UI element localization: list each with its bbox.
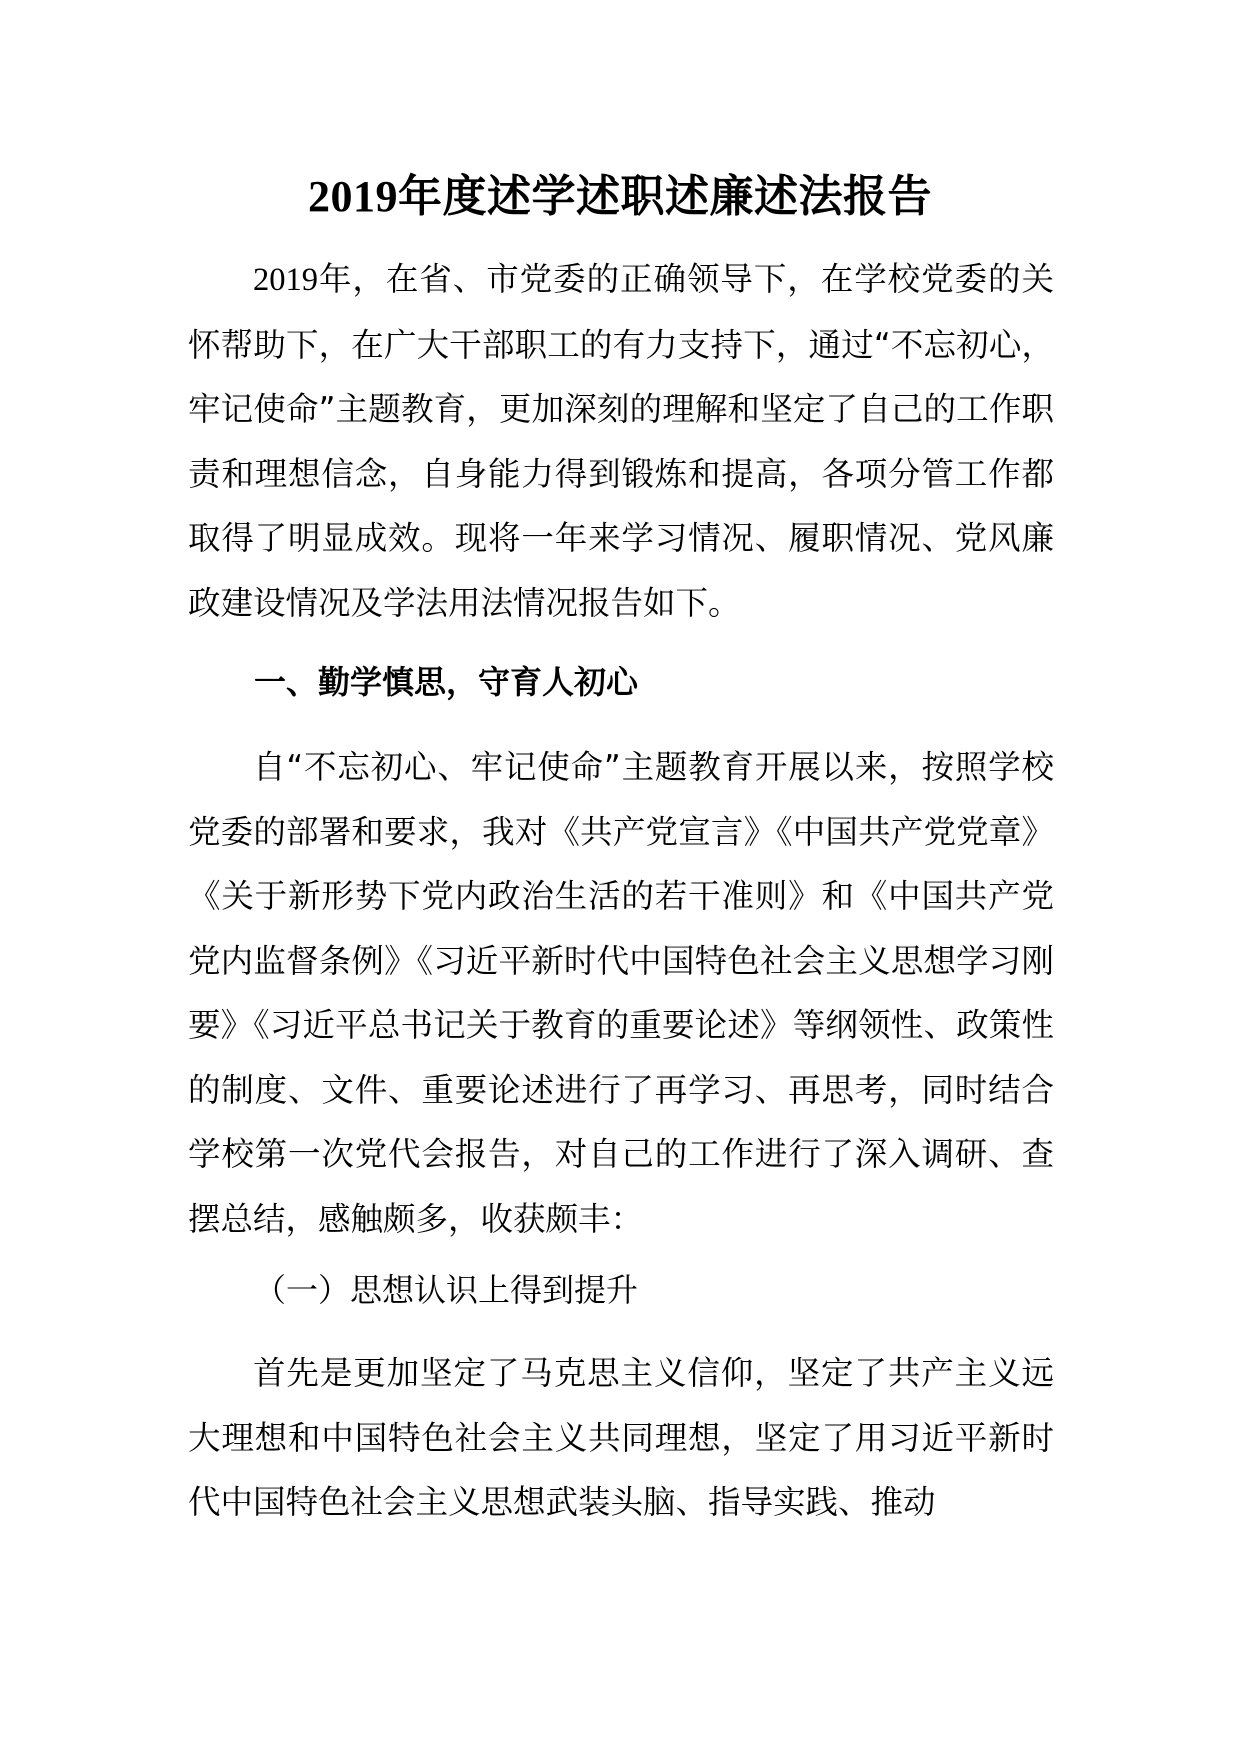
section-heading: 一、勤学慎思，守育人初心 <box>254 663 639 701</box>
subsection-heading: （一）思想认识上得到提升 <box>254 1271 639 1309</box>
paragraph-intro-text: 年，在省、市党委的正确领导下，在学校党委的关怀帮助下，在广大干部职工的有力支持下，通过“不忘初心，牢记使命”主题教育，更加深刻的理解和坚定了自己的工作职责和理想信念，自身能力得到锻炼和提高，各项分管工作都取得了明显成效。现将一年来学习情况、履职情况、党风廉政建设情况及学法用法情况报告如下。 <box>188 260 1054 622</box>
paragraph-intro <box>188 247 1054 635</box>
document-title-year: 2019 <box>308 172 398 221</box>
document-title <box>0 168 1240 226</box>
document-title-text: 年度述学述职述廉述法报告 <box>398 171 932 222</box>
paragraph-intro-year: 2019 <box>253 262 318 298</box>
paragraph-belief: 首先是更加坚定了马克思主义信仰，坚定了共产主义远大理想和中国特色社会主义共同理想，坚定了用习近平新时代中国特色社会主义思想武装头脑、指导实践、推动 <box>188 1354 1054 1521</box>
paragraph-study: 自“不忘初心、牢记使命”主题教育开展以来，按照学校党委的部署和要求，我对《共产党宣言》《中国共产党党章》《关于新形势下党内政治生活的若干准则》和《中国共产党党内监督条例》《习近平新时代中国特色社会主义思想学习刚要》《习近平总书记关于教育的重要论述》等纲领性、政策性的制度、文件、重要论述进行了再学习、再思考，同时结合学校第一次党代会报告，对自己的工作进行了深入调研、查摆总结，感触颇多，收获颇丰： <box>188 748 1054 1238</box>
